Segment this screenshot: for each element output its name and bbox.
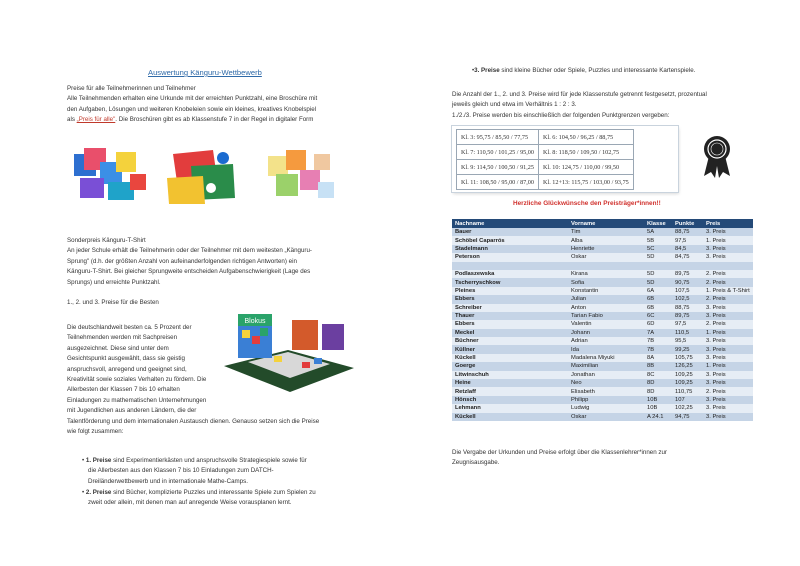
cell-lastname: Heine [452,379,568,387]
cell-firstname: Jonathan [568,371,644,379]
cell-class: 7B [644,345,672,353]
cell-class: 6C [644,312,672,320]
cell-prize: 1. Preis [703,329,753,337]
cell-class: 7A [644,329,672,337]
bullet-line: • 1. Preise sind Experimentierkästen und anspruchsvolle Strategiespiele sowie für [82,457,307,464]
bullet-line: • 2. Preise sind Bücher, komplizierte Puzzles und interessante Spiele zum Spielen zu [82,489,316,496]
cell-points: 95,5 [672,337,703,345]
cell-class: 8B [644,362,672,370]
table-row [452,362,753,370]
table-row [452,345,753,353]
cell-lastname: Retzlaff [452,387,568,395]
cell-firstname: Ludwig [568,404,644,412]
cell-lastname: Bauer [452,228,568,236]
cell-firstname: Johann [568,329,644,337]
score-row [457,145,634,160]
cell-prize: 2. Preis [703,270,753,278]
score-cell: Kl. 3: 95,75 / 85,50 / 77,75 [457,130,539,145]
cell-firstname: Tim [568,228,644,236]
cell-firstname: Valentin [568,320,644,328]
cell-firstname: Alba [568,236,644,244]
ratio-line: 1./2./3. Preise werden bis einschließlich der folgenden Punktgrenzen vergeben: [452,111,670,119]
cell-class: 5D [644,278,672,286]
cell-lastname: Tscherryschkow [452,278,568,286]
table-row [452,404,753,412]
tshirt-heading: Sonderpreis Känguru-T-Shirt [67,237,146,244]
intro-line: den Aufgaben, Lösungen und weiteren Knobeleien sowie ein kleines, kreatives Knobelspiel [67,105,317,113]
best-line: Einladungen zu mathematischen Unternehmungen [67,396,207,404]
tshirt-line: An jeder Schule erhält die Teilnehmerin oder der Teilnehmer mit dem weitesten „Känguru- [67,247,312,255]
table-row [452,270,753,278]
winners-table [452,219,753,421]
cell-prize: 3. Preis [703,354,753,362]
cell-class: A 24.1 [644,413,672,421]
cell-class: 5A [644,228,672,236]
score-cell: Kl. 6: 104,50 / 96,25 / 88,75 [539,130,634,145]
cell-points: 88,75 [672,228,703,236]
cell-points: 110,5 [672,329,703,337]
score-thresholds-panel [452,126,678,192]
cell-prize [703,262,753,270]
cell-points: 84,75 [672,253,703,261]
tshirt-line: Sprungs) und erreichte Punktzahl. [67,278,161,286]
footer-line: Zeugnisausgabe. [452,459,500,467]
cell-prize: 3. Preis [703,345,753,353]
score-cell: Kl. 9: 114,50 / 100,50 / 91,25 [457,160,539,175]
cell-class: 8D [644,379,672,387]
cell-firstname: Elisabeth [568,387,644,395]
page-title: Auswertung Känguru-Wettbewerb [148,68,262,77]
ratio-line: Die Anzahl der 1., 2. und 3. Preise wird für jede Klassenstufe getrennt festgesetzt, prozentual [452,91,707,98]
card-game-image [163,148,241,206]
cell-points: 89,75 [672,312,703,320]
cell-firstname: Tarian Fabio [568,312,644,320]
winners-body [452,228,753,421]
best-heading: 1., 2. und 3. Preise für die Besten [67,299,159,306]
cell-lastname: Litwinschuh [452,371,568,379]
cell-firstname: Konstantin [568,287,644,295]
winners-table-wrap [452,219,753,421]
table-row [452,320,753,328]
winners-header-row [452,219,753,228]
cell-class: 6A [644,287,672,295]
board-game-box-label: Blokus [244,318,266,325]
best-line: Die deutschlandweit besten ca. 5 Prozent der [67,324,192,331]
col-header-prize: Preis [703,219,753,228]
table-row [452,312,753,320]
footer-note [452,448,782,469]
cell-lastname: Kückell [452,354,568,362]
tshirt-paragraph [67,236,367,288]
cell-prize: 3. Preis [703,379,753,387]
cell-prize: 1. Preis [703,362,753,370]
cell-points: 107 [672,396,703,404]
table-row [452,387,753,395]
cell-firstname: Neo [568,379,644,387]
preis-fuer-alle-link[interactable]: „Preis für alle" [76,116,116,124]
table-row [452,329,753,337]
cell-lastname: Podlaszewska [452,270,568,278]
award-rosette-icon [700,134,734,178]
score-cell: Kl. 12+13: 115,75 / 103,00 / 93,75 [539,175,634,190]
score-row [457,175,634,190]
cell-points: 107,5 [672,287,703,295]
cell-prize: 3. Preis [703,253,753,261]
intro-line: Alle Teilnehmenden erhalten eine Urkunde mit der erreichten Punktzahl, eine Broschüre mit [67,95,318,103]
cell-points: 89,75 [672,270,703,278]
col-header-lastname: Nachname [452,219,568,228]
cell-class: 5B [644,236,672,244]
cell-firstname: Maximilian [568,362,644,370]
cell-lastname: Hönsch [452,396,568,404]
cell-class: 6D [644,320,672,328]
cell-points: 99,25 [672,345,703,353]
puzzle-cubes-image [70,144,150,204]
cell-lastname: Ebbers [452,320,568,328]
table-row [452,371,753,379]
cell-firstname: Adrian [568,337,644,345]
cell-points: 109,25 [672,371,703,379]
bullet-line: Dreiländerwettbewerb und in internationale Mathe-Camps. [88,477,248,485]
table-row [452,262,753,270]
cell-firstname: Henriette [568,245,644,253]
cell-lastname: Küllner [452,345,568,353]
bullet-second-prize [82,488,362,509]
table-row [452,278,753,286]
cell-points: 84,5 [672,245,703,253]
cell-lastname: Lehmann [452,404,568,412]
cell-prize: 2. Preis [703,278,753,286]
cell-prize: 3. Preis [703,337,753,345]
cell-prize: 2. Preis [703,387,753,395]
cell-firstname: Kirana [568,270,644,278]
best-line: Gesichtspunkt ausgewählt, dass sie geistig [67,355,185,363]
bullet-first-prize [82,456,362,487]
cell-points [672,262,703,270]
best-line: Talentförderung und dem internationalen Austausch dienen. Genauso setzen sich die Preise [67,417,320,425]
cell-lastname: Ebbers [452,295,568,303]
board-game-image [218,306,358,398]
table-row [452,287,753,295]
cell-class: 5D [644,253,672,261]
col-header-class: Klasse [644,219,672,228]
cell-points: 97,5 [672,320,703,328]
cell-firstname: Oskar [568,253,644,261]
ratio-paragraph [452,90,782,121]
cell-class: 6B [644,304,672,312]
score-row [457,130,634,145]
best-line: mit Jugendlichen aus anderen Ländern, die der [67,407,197,415]
cell-points: 94,75 [672,413,703,421]
intro-line: Preise für alle Teilnehmerinnen und Teilnehmer [67,85,196,92]
cell-firstname: Oskar [568,413,644,421]
cell-class: 8D [644,387,672,395]
cell-prize: 1. Preis & T-Shirt [703,287,753,295]
cell-prize: 2. Preis [703,295,753,303]
score-cell: Kl. 11: 108,50 / 95,00 / 87,00 [457,175,539,190]
cell-class: 8A [644,354,672,362]
best-line: Allerbesten der Klassen 7 bis 10 erhalten [67,386,180,394]
cell-firstname: Ida [568,345,644,353]
table-row [452,396,753,404]
cell-prize: 1. Preis [703,236,753,244]
cell-prize: 3. Preis [703,312,753,320]
cell-prize: 3. Preis [703,371,753,379]
best-line: anspruchsvoll, anregend und geeignet sind, [67,365,187,373]
cell-lastname: Büchner [452,337,568,345]
table-row [452,228,753,236]
cell-lastname: Goerge [452,362,568,370]
intro-line: als „Preis für alle". Die Broschüren gibt es ab Klassenstufe 7 in der Regel in digitaler Form [67,116,314,124]
best-line: ausgezeichnet. Diese sind unter dem [67,344,169,352]
cell-class: 8C [644,371,672,379]
congrats-heading: Herzliche Glückwünsche den Preisträger*innen!! [513,200,661,207]
best-line: wie folgt zusammen: [67,428,124,436]
cell-firstname: Anton [568,304,644,312]
table-row [452,413,753,421]
cell-lastname: Schreiber [452,304,568,312]
cell-firstname: Sofia [568,278,644,286]
cube-puzzle-image [258,146,338,206]
score-cell: Kl. 10: 124,75 / 110,00 / 99,50 [539,160,634,175]
cell-lastname: Thauer [452,312,568,320]
tshirt-line: Sprung" (d.h. der größten Anzahl von aufeinanderfolgenden richtigen Antworten) ein [67,257,297,265]
cell-prize: 3. Preis [703,404,753,412]
tshirt-line: Känguru-T-Shirt. Bei gleicher Sprungweite entscheiden Aufgabenschwierigkeit (Lage des [67,268,311,276]
cell-class [644,262,672,270]
cell-lastname: Pleines [452,287,568,295]
bullet-line: zweit oder allein, mit denen man auf anregende Weise vorausplanen lernt. [88,499,292,507]
cell-points: 102,25 [672,404,703,412]
cell-prize: 3. Preis [703,413,753,421]
best-line: Kreativität sowie soziales Verhalten zu fördern. Die [67,376,207,384]
cell-class: 10B [644,396,672,404]
cell-points: 109,25 [672,379,703,387]
cell-prize: 3. Preis [703,245,753,253]
cell-class: 5C [644,245,672,253]
table-row [452,379,753,387]
table-row [452,236,753,244]
bullet-line: die Allerbesten aus den Klassen 7 bis 10 Einladungen zum DATCH- [88,467,274,475]
score-cell: Kl. 7: 110,50 / 101,25 / 95,00 [457,145,539,160]
table-row [452,337,753,345]
cell-class: 6B [644,295,672,303]
cell-prize: 3. Preis [703,396,753,404]
cell-class: 10B [644,404,672,412]
cell-lastname: Stadelmann [452,245,568,253]
cell-points: 126,25 [672,362,703,370]
cell-class: 7B [644,337,672,345]
cell-lastname [452,262,568,270]
cell-points: 102,5 [672,295,703,303]
table-row [452,295,753,303]
cell-lastname: Peterson [452,253,568,261]
cell-lastname: Kückell [452,413,568,421]
table-row [452,354,753,362]
cell-points: 110,75 [672,387,703,395]
cell-firstname: Philipp [568,396,644,404]
cell-firstname: Julian [568,295,644,303]
col-header-points: Punkte [672,219,703,228]
table-row [452,245,753,253]
cell-lastname: Meckel [452,329,568,337]
best-line: Teilnehmenden werden mit Sachpreisen [67,334,178,342]
cell-firstname: Madalena Miyuki [568,354,644,362]
cell-points: 105,75 [672,354,703,362]
table-row [452,304,753,312]
cell-firstname [568,262,644,270]
ratio-line: jeweils gleich und etwa im Verhältnis 1 : 2 : 3. [452,101,577,109]
cell-class: 5D [644,270,672,278]
score-thresholds-table [456,129,634,190]
score-cell: Kl. 8: 118,50 / 109,50 / 102,75 [539,145,634,160]
col-header-firstname: Vorname [568,219,644,228]
cell-points: 90,75 [672,278,703,286]
cell-points: 97,5 [672,236,703,244]
cell-lastname: Schöbel Caparrós [452,236,568,244]
cell-points: 88,75 [672,304,703,312]
score-row [457,160,634,175]
cell-prize: 3. Preis [703,228,753,236]
cell-prize: 2. Preis [703,320,753,328]
footer-line: Die Vergabe der Urkunden und Preise erfolgt über die Klassenlehrer*innen zur [452,449,667,456]
cell-prize: 3. Preis [703,304,753,312]
table-row [452,253,753,261]
intro-paragraph [67,84,367,126]
bullet-third-prize: •3. Preise sind kleine Bücher oder Spiele, Puzzles und interessante Kartenspiele. [472,67,696,74]
